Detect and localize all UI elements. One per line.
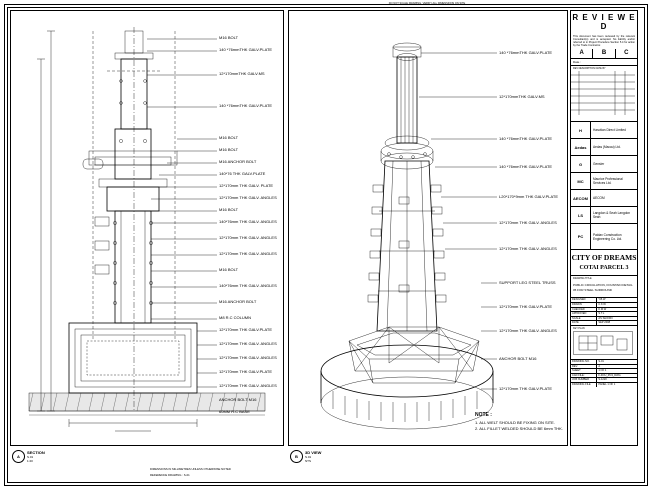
sheet-value: 1 OF 1 [598,369,607,373]
drawing-title-label: DRAWING TITLE [573,277,592,281]
label-a-9: 12*170mm THK GALV. ANGLES [219,195,277,200]
field-value-approved: S.T.L [598,312,605,316]
consultant-row-3 [571,173,637,190]
field-label-designed: DESIGNED [571,298,597,302]
consultant-name-4: AECOM [593,196,605,201]
field-label-checked: CHECKED [571,308,597,312]
review-date-label: Date : [571,58,637,65]
label-a-22: 12*170mm THK GALV. ANGLES [219,383,277,388]
label-a-21: 12*170mm THK GALV.PLATE [219,369,272,374]
label-a-11: 140*76mm THK GALV. ANGLES [219,219,277,224]
revision-label: REV. [571,365,597,369]
consultant-name-0: Hasotian Direct Limited [593,128,626,133]
label-a-6: M16 ANCHOR BOLT [219,159,257,164]
label-a-4: M16 BOLT [219,135,239,140]
label-a-12: 12*170mm THK GALV. ANGLES [219,235,277,240]
grade-b[interactable]: B [593,49,615,58]
label-a-8: 12*170mm THK GALV. PLATE [219,183,274,188]
label-a-2: 12*170mmTHK GALV.MS [219,71,265,76]
review-note: This document has been reviewed by the relevant Consultant(s) and is accepted. No liability and/or referred to in Project Procedure Section 5.4 for action by the Trade Contractor. [573,35,635,48]
label-b-1: 12*170mmTHK GALV.MS [499,94,545,99]
consultant-name-1: Aedas (Macau) Ltd. [593,145,621,150]
field-label-drawn: DRAWN [571,303,597,307]
consultant-name-2: Gensler [593,162,605,167]
label-b-7: SUPPORT LEG STEEL TRUSS [499,280,556,285]
consultant-logo-3: MC [571,173,591,189]
drawing-title: PUBLIC CIRCULATION, FOUNTAIN DETAIL 05 FOR STEEL SURROUND [573,283,633,292]
label-b-3: 140 *76mmTHK GALV.PLATE [499,164,553,169]
revision-rows [571,71,635,115]
key-plan-thumbnail [573,331,633,355]
label-a-18: 12*170mm THK GALV.PLATE [219,327,272,332]
section-mark-letter-a: A [12,450,25,463]
section-scale-b: NTS [305,459,311,463]
section-ref-b: S.01 [305,455,312,459]
consultant-row-4 [571,190,637,207]
label-b-0: 140 *76mmTHK GALV.PLATE [499,50,553,55]
consultant-name-5: Langdon & Seah Langdon Seah [593,211,631,220]
consultant-row-6 [571,224,637,250]
section-scale-a: 1:20 [27,459,33,463]
sheet-label: SHEET [571,369,597,373]
field-value-date: SEP 2008 [598,321,611,325]
bottom-note-1: DIMENSIONS IN MILLIMETRES UNLESS OTHERWISE NOTED [150,467,231,471]
section-marker-b [290,450,321,463]
consultant-name-3: Maurice Professional Services Ltd. [593,177,623,186]
section-marker-a [12,450,45,463]
consultant-logo-0: H [571,122,591,138]
label-a-16: M16 ANCHOR BOLT [219,299,257,304]
cad-file-label: CAD FILE : [571,374,597,378]
note-line-2: 2. ALL FILLET WELDED SHOULD BE 6mm THK. [475,426,563,431]
label-a-19: 12*170mm THK GALV. ANGLES [219,341,277,346]
label-b-8: 12*170mm THK GALV.PLATE [499,304,552,309]
label-a-23: ANCHOR BOLT M16 [219,397,257,402]
panels-value: PANEL 1 OF 1 [598,382,616,386]
consultant-logo-4: AECOM [571,190,591,206]
panel-3d-view [288,10,568,446]
consultant-row-1 [571,139,637,156]
revision-header: REV DESCRIPTION DATE BY [573,67,606,71]
notes-title: NOTE : [475,412,492,418]
cad-file-value: F-FOU_PC3_DWG [598,373,621,377]
consultant-row-5 [571,207,637,224]
field-value-scale: AS SHOWN [598,316,613,320]
field-value-drawn: C.K.W [598,302,606,306]
review-stamp [571,11,637,66]
consultant-logo-2: G [571,156,591,172]
label-b-11: 12*170mm THK GALV.PLATE [499,386,552,391]
drawing-file-label: DRAWING FILE [571,383,597,387]
revision-table [571,66,637,122]
title-block [570,10,638,446]
consultant-row-2 [571,156,637,173]
section-title-b: 3D VIEW [305,450,322,455]
label-a-1: 140 *76mmTHK GALV.PLATE [219,47,273,52]
label-a-13: 12*170mm THK GALV. ANGLES [219,251,277,256]
section-ref-a: S.01 [27,455,34,459]
review-grade-row[interactable] [571,49,637,58]
field-label-scale: SCALE [571,317,597,321]
grade-a[interactable]: A [571,49,593,58]
label-a-3: 140 *76mmTHK GALV.PLATE [219,103,273,108]
label-a-0: M16 BOLT [219,35,239,40]
bottom-note-2: REFERENCE DRAWING : S-01 [150,473,190,477]
job-number-label: JOB NUMBER [571,378,597,382]
consultant-logo-6: PC [571,224,591,249]
label-b-5: 12*170mm THK GALV. ANGLES [499,220,557,225]
label-b-4: L20*170*9mm THK GALV.PLATE [499,194,558,199]
drawing-no-label: DRAWING NO. [571,360,597,364]
revision-value: A [598,364,601,368]
field-label-date: DATE [571,321,597,325]
consultant-name-6: Paidax Construction Engineering Co. Ltd. [593,232,623,241]
consultant-logo-5: LS [571,207,591,223]
panel-section-view [10,10,284,446]
grade-c[interactable]: C [624,50,629,57]
label-a-7: 140*76 THK GALV.PLATE [219,171,266,176]
consultant-row-0 [571,122,637,139]
label-b-9: 12*170mm THK GALV. ANGLES [499,328,557,333]
job-number-value: S-1220 [598,378,607,382]
label-a-14: M16 BOLT [219,267,239,272]
label-a-10: M16 BOLT [219,207,239,212]
label-a-24: 60MM R.C BASE [219,409,250,414]
label-b-10: ANCHOR BOLT M16 [499,356,537,361]
project-name: CITY OF DREAMS [571,253,637,263]
key-plan [571,326,637,360]
isometric-drawing [289,11,565,443]
section-title-a: SECTION [27,450,45,455]
label-b-6: 12*170mm THK GALV. ANGLES [499,246,557,251]
field-value-checked: K.M.W [598,307,607,311]
scale-warning-note: DO NOT SCALE DRAWING. VERIFY ALL DIMENSIONS ON SITE [388,2,466,5]
section-mark-letter-b: B [290,450,303,463]
review-status: R E V I E W E D [572,13,636,31]
project-name-row [571,250,637,276]
label-a-15: 140*76mm THK GALV. ANGLES [219,283,277,288]
panels-row [571,383,637,387]
label-a-5: M16 BOLT [219,147,239,152]
label-b-2: 140 *76mmTHK GALV.PLATE [499,136,553,141]
field-label-approved: APPROVED [571,312,597,316]
project-phase: COTAI PARCEL 3 [579,265,629,272]
note-line-1: 1. ALL WELT SHOULD BE FIXING ON SITE. [475,420,555,425]
key-plan-label: KEY PLAN [573,326,585,330]
consultant-logo-1: Aedas [571,139,591,155]
drawing-title-row [571,276,637,298]
label-a-20: 12*170mm THK GALV. ANGLES [219,355,277,360]
field-value-designed: Y.B.W [598,298,606,302]
drawing-no-value: S-01 [598,359,604,363]
label-a-17: M8 R.C COLUMN [219,315,252,320]
